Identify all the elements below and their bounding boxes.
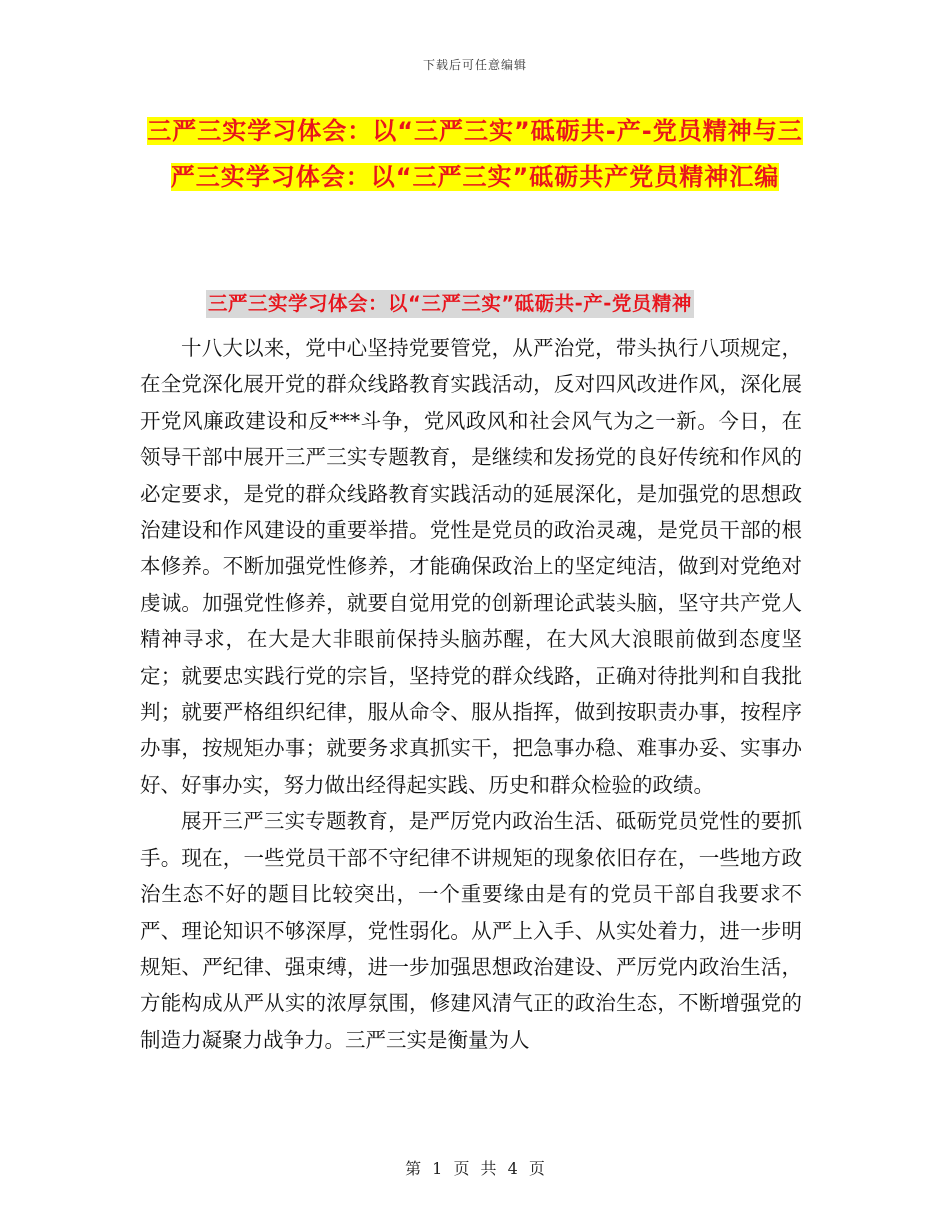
page-footer: 第 1 页 共 4 页 xyxy=(405,1159,545,1178)
body-text xyxy=(140,330,802,1058)
main-title xyxy=(140,108,810,200)
paragraph: 十八大以来，党中心坚持党要管党，从严治党，带头执行八项规定，在全党深化展开党的群众线路教育实践活动，反对四风改进作风，深化展开党风廉政建设和反***斗争，党风政风和社会风气为之一新。今日，在领导干部中展开三严三实专题教育，是继续和发扬党的良好传统和作风的必定要求，是党的群众线路教育实践活动的延展深化，是加强党的思想政治建设和作风建设的重要举措。党性是党员的政治灵魂，是党员干部的根本修养。不断加强党性修养，才能确保政治上的坚定纯洁，做到对党绝对虔诚。加强党性修养，就要自觉用党的创新理论武装头脑，坚守共产党人精神寻求，在大是大非眼前保持头脑苏醒，在大风大浪眼前做到态度坚定；就要忠实践行党的宗旨，坚持党的群众线路，正确对待批判和自我批判；就要严格组织纪律，服从命令、服从指挥，做到按职责办事，按程序办事，按规矩办事；就要务求真抓实干，把急事办稳、难事办妥、实事办好、好事办实，努力做出经得起实践、历史和群众检验的政绩。 xyxy=(140,336,802,797)
header-note: 下载后可任意编辑 xyxy=(422,58,527,72)
section-title: 三严三实学习体会：以“三严三实”砥砺共-产-党员精神 xyxy=(206,290,694,318)
main-title-text: 三严三实学习体会：以“三严三实”砥砺共-产-党员精神与三严三实学习体会：以“三严三实”砥砺共产党员精神汇编 xyxy=(147,117,803,191)
paragraph: 展开三严三实专题教育，是严厉党内政治生活、砥砺党员党性的要抓手。现在，一些党员干部不守纪律不讲规矩的现象依旧存在，一些地方政治生态不好的题目比较突出，一个重要缘由是有的党员干部自我要求不严、理论知识不够深厚，党性弱化。从严上入手、从实处着力，进一步明规矩、严纪律、强束缚，进一步加强思想政治建设、严厉党内政治生活，方能构成从严从实的浓厚氛围，修建风清气正的政治生态，不断增强党的制造力凝聚力战争力。三严三实是衡量为人 xyxy=(140,809,802,1052)
